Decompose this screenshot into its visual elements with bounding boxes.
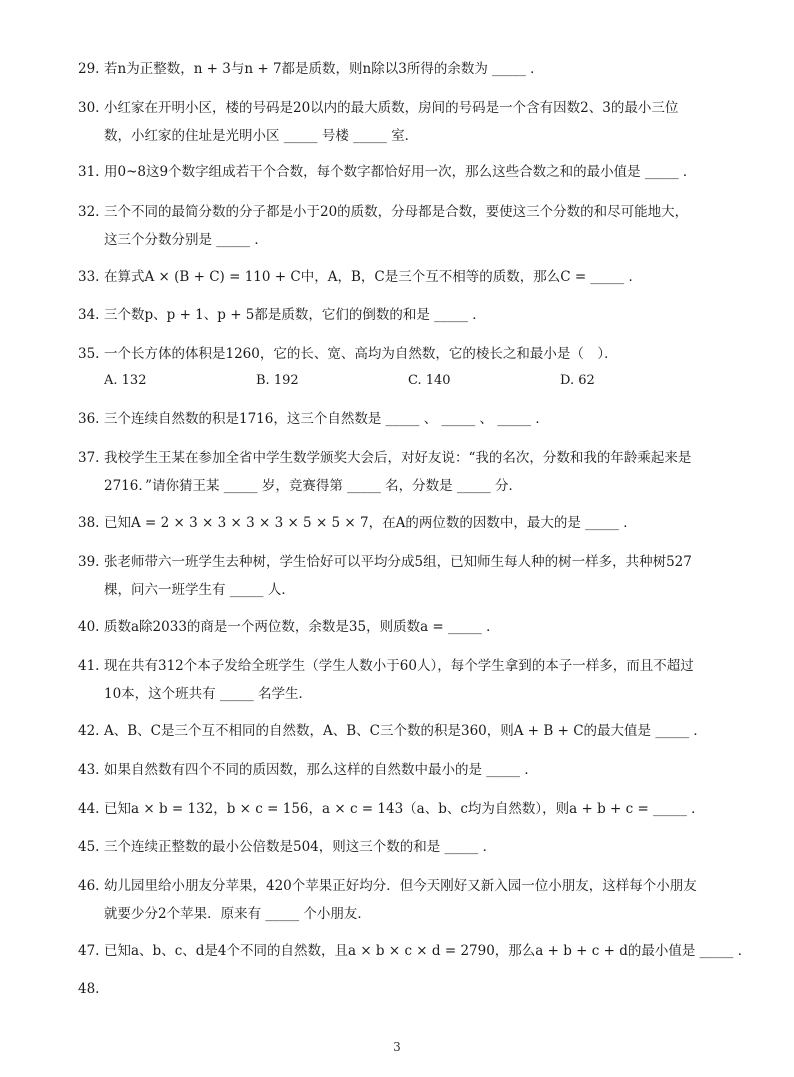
question-30 <box>78 94 718 150</box>
question-39 <box>78 548 718 604</box>
question-text-continued: 棵，问六一班学生有 _____ 人． <box>104 582 295 598</box>
question-text: 如果自然数有四个不同的质因数，那么这样的自然数中最小的是 _____ ． <box>104 762 538 778</box>
option-b: B. 192 <box>256 373 299 388</box>
question-text: 张老师带六一班学生去种树，学生恰好可以平均分成5组，已知师生每人种的树一样多，共种树527 <box>104 554 692 570</box>
question-34 <box>78 301 718 329</box>
question-number: 47. <box>78 943 100 959</box>
answer-options <box>78 368 718 394</box>
question-29 <box>78 55 718 83</box>
question-number: 45. <box>78 839 100 855</box>
question-45 <box>78 833 718 861</box>
question-text: 用0~8这9个数字组成若干个合数，每个数字都恰好用一次，那么这些合数之和的最小值是 _____ ． <box>104 164 697 180</box>
question-number: 42. <box>78 723 100 739</box>
question-44 <box>78 795 718 823</box>
question-38 <box>78 509 718 537</box>
question-text: 小红家在开明小区，楼的号码是20以内的最大质数，房间的号码是一个含有因数2、3的最小三位 <box>104 100 679 116</box>
question-text: 幼儿园里给小朋友分苹果，420个苹果正好均分．但今天刚好又新入园一位小朋友，这样每个小朋友 <box>104 878 697 894</box>
question-number: 40. <box>78 619 100 635</box>
question-35 <box>78 340 718 394</box>
question-text: 已知a、b、c、d是4个不同的自然数，且a × b × c × d = 2790，那么a + b + c + d的最小值是 _____ ． <box>104 943 752 959</box>
question-46 <box>78 872 718 928</box>
question-text: 三个数p、p + 1、p + 5都是质数，它们的倒数的和是 _____ ． <box>104 307 486 323</box>
question-number: 35. <box>78 346 100 362</box>
question-text-continued: 数，小红家的住址是光明小区 _____ 号楼 _____ 室． <box>104 128 419 144</box>
question-number: 48. <box>78 981 100 997</box>
question-37 <box>78 444 718 500</box>
question-number: 43. <box>78 762 100 778</box>
question-text: 已知A = 2 × 3 × 3 × 3 × 3 × 5 × 5 × 7，在A的两位数的因数中，最大的是 _____ ． <box>104 515 637 531</box>
question-number: 34. <box>78 307 100 323</box>
question-number: 30. <box>78 100 100 116</box>
question-36 <box>78 405 718 433</box>
question-text: 一个长方体的体积是1260，它的长、宽、高均为自然数，它的棱长之和最小是（ ）． <box>104 346 618 362</box>
question-32 <box>78 198 718 254</box>
question-48 <box>78 975 718 1003</box>
question-text: 三个不同的最简分数的分子都是小于20的质数，分母都是合数，要使这三个分数的和尽可能地大， <box>104 204 689 220</box>
question-number: 41. <box>78 658 100 674</box>
question-number: 37. <box>78 450 100 466</box>
question-text: 三个连续正整数的最小公倍数是504，则这三个数的和是 _____ ． <box>104 839 497 855</box>
question-text: A、B、C是三个互不相同的自然数，A、B、C三个数的积是360，则A + B + C的最大值是 _____ ． <box>104 723 707 739</box>
question-number: 36. <box>78 411 100 427</box>
question-47 <box>78 937 752 965</box>
question-text: 我校学生王某在参加全省中学生数学颁奖大会后，对好友说：“我的名次，分数和我的年龄乘起来是 <box>104 450 692 466</box>
page-number: 3 <box>393 1040 401 1054</box>
question-41 <box>78 652 718 708</box>
question-33 <box>78 263 718 291</box>
question-number: 39. <box>78 554 100 570</box>
question-31 <box>78 158 718 186</box>
question-text: 三个连续自然数的积是1716，这三个自然数是 _____ 、 _____ 、 _____ ． <box>104 411 549 427</box>
question-number: 31. <box>78 164 100 180</box>
question-40 <box>78 613 718 641</box>
question-text: 质数a除2033的商是一个两位数，余数是35，则质数a = _____ ． <box>104 619 500 635</box>
question-number: 32. <box>78 204 100 220</box>
question-text: 在算式A × (B + C) = 110 + C中，A，B，C是三个互不相等的质数，那么C = _____ ． <box>104 269 642 285</box>
question-text-continued: 这三个分数分别是 _____ ． <box>104 232 268 248</box>
question-number: 29. <box>78 61 100 77</box>
question-number: 33. <box>78 269 100 285</box>
question-text-continued: 就要少分2个苹果．原来有 _____ 个小朋友． <box>104 906 371 922</box>
option-d: D. 62 <box>560 373 595 388</box>
question-text-continued: 2716．”请你猜王某 _____ 岁，竞赛得第 _____ 名，分数是 _____ 分． <box>104 478 523 494</box>
option-c: C. 140 <box>408 373 451 388</box>
question-42 <box>78 717 718 745</box>
question-number: 46. <box>78 878 100 894</box>
question-number: 38. <box>78 515 100 531</box>
question-text: 现在共有312个本子发给全班学生（学生人数小于60人），每个学生拿到的本子一样多，而且不超过 <box>104 658 694 674</box>
question-text: 已知a × b = 132，b × c = 156，a × c = 143（a、b、c均为自然数），则a + b + c = _____ ． <box>104 801 705 817</box>
question-text-continued: 10本，这个班共有 _____ 名学生． <box>104 686 313 702</box>
question-text: 若n为正整数，n + 3与n + 7都是质数，则n除以3所得的余数为 _____ ． <box>104 61 544 77</box>
question-43 <box>78 756 718 784</box>
option-a: A. 132 <box>104 373 147 388</box>
question-number: 44. <box>78 801 100 817</box>
